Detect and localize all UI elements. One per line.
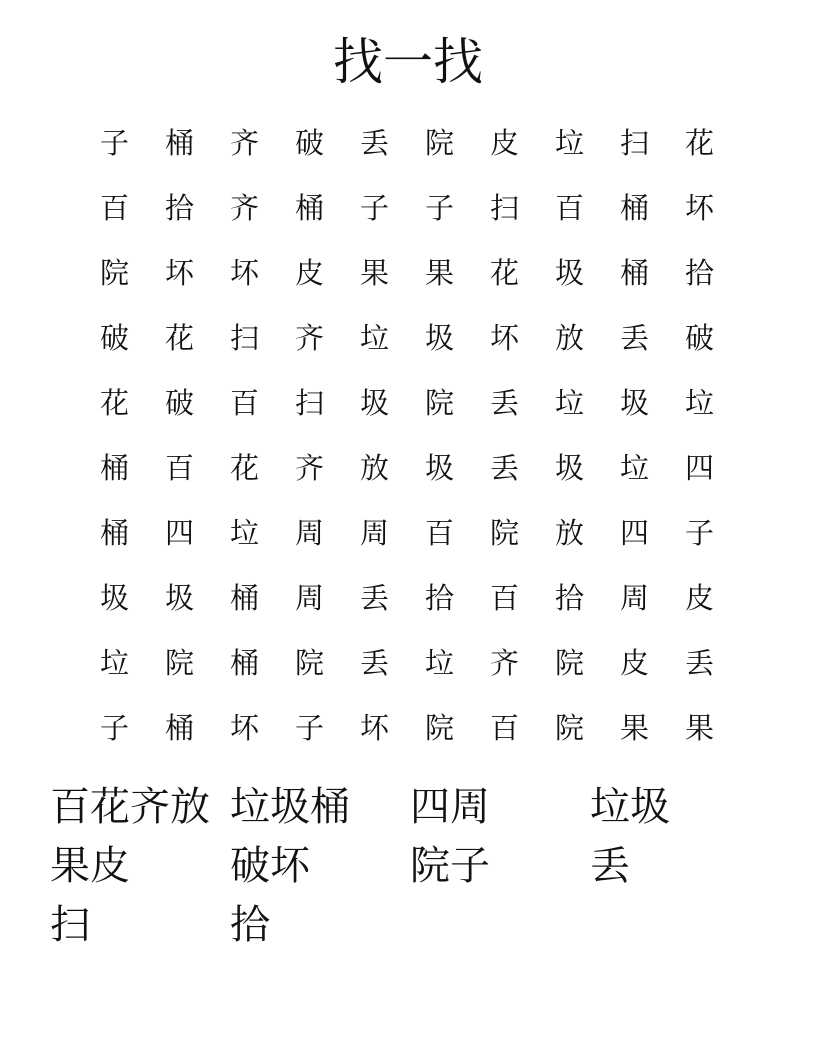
grid-cell: 圾	[619, 386, 649, 420]
grid-cell: 四	[619, 516, 649, 550]
grid-cell: 破	[164, 386, 194, 420]
grid-cell: 坏	[489, 321, 519, 355]
grid-cell: 圾	[554, 451, 584, 485]
grid-cell: 拾	[424, 581, 454, 615]
word-list-item: 院子	[410, 843, 490, 889]
word-search-grid	[82, 111, 732, 761]
word-list-item: 四周	[410, 784, 490, 830]
grid-cell: 院	[424, 126, 454, 160]
grid-cell: 丢	[489, 386, 519, 420]
grid-cell: 齐	[294, 321, 324, 355]
grid-cell: 丢	[359, 646, 389, 680]
word-list-item: 丢	[590, 843, 630, 889]
grid-cell: 桶	[229, 646, 259, 680]
grid-cell: 子	[99, 126, 129, 160]
grid-cell: 子	[99, 711, 129, 745]
grid-cell: 皮	[619, 646, 649, 680]
grid-cell: 破	[684, 321, 714, 355]
grid-cell: 院	[554, 711, 584, 745]
grid-cell: 桶	[294, 191, 324, 225]
grid-cell: 桶	[99, 451, 129, 485]
grid-cell: 子	[294, 711, 324, 745]
grid-cell: 坏	[684, 191, 714, 225]
grid-cell: 院	[554, 646, 584, 680]
grid-cell: 周	[359, 516, 389, 550]
word-list-item: 扫	[50, 902, 90, 948]
word-list-item: 垃圾	[590, 784, 670, 830]
grid-cell: 坏	[229, 711, 259, 745]
grid-cell: 四	[684, 451, 714, 485]
grid-cell: 桶	[99, 516, 129, 550]
grid-cell: 丢	[684, 646, 714, 680]
grid-cell: 周	[619, 581, 649, 615]
grid-cell: 百	[554, 191, 584, 225]
grid-cell: 放	[554, 516, 584, 550]
grid-cell: 百	[489, 581, 519, 615]
grid-cell: 坏	[229, 256, 259, 290]
grid-cell: 圾	[359, 386, 389, 420]
grid-cell: 垃	[229, 516, 259, 550]
grid-cell: 周	[294, 581, 324, 615]
grid-cell: 花	[229, 451, 259, 485]
grid-cell: 坏	[359, 711, 389, 745]
grid-cell: 放	[359, 451, 389, 485]
grid-cell: 圾	[424, 451, 454, 485]
grid-cell: 周	[294, 516, 324, 550]
grid-cell: 院	[294, 646, 324, 680]
grid-cell: 垃	[619, 451, 649, 485]
grid-cell: 扫	[489, 191, 519, 225]
grid-cell: 垃	[554, 126, 584, 160]
grid-cell: 皮	[489, 126, 519, 160]
grid-cell: 桶	[619, 256, 649, 290]
grid-cell: 垃	[424, 646, 454, 680]
word-list-item: 百花齐放	[50, 784, 210, 830]
grid-cell: 院	[164, 646, 194, 680]
word-list-item: 破坏	[230, 843, 310, 889]
grid-cell: 百	[99, 191, 129, 225]
grid-cell: 百	[229, 386, 259, 420]
grid-cell: 桶	[619, 191, 649, 225]
grid-cell: 丢	[359, 126, 389, 160]
grid-cell: 四	[164, 516, 194, 550]
grid-cell: 垃	[684, 386, 714, 420]
grid-cell: 放	[554, 321, 584, 355]
grid-cell: 齐	[229, 191, 259, 225]
grid-cell: 子	[359, 191, 389, 225]
grid-cell: 院	[99, 256, 129, 290]
grid-cell: 果	[424, 256, 454, 290]
grid-cell: 齐	[294, 451, 324, 485]
grid-cell: 桶	[164, 126, 194, 160]
grid-cell: 扫	[294, 386, 324, 420]
grid-cell: 圾	[554, 256, 584, 290]
grid-cell: 院	[489, 516, 519, 550]
grid-cell: 院	[424, 711, 454, 745]
grid-cell: 丢	[489, 451, 519, 485]
grid-cell: 果	[684, 711, 714, 745]
grid-cell: 皮	[294, 256, 324, 290]
grid-cell: 花	[489, 256, 519, 290]
grid-cell: 百	[489, 711, 519, 745]
grid-cell: 扫	[229, 321, 259, 355]
grid-cell: 果	[619, 711, 649, 745]
grid-cell: 果	[359, 256, 389, 290]
word-list-item: 果皮	[50, 843, 130, 889]
grid-cell: 子	[684, 516, 714, 550]
grid-cell: 破	[99, 321, 129, 355]
grid-cell: 拾	[554, 581, 584, 615]
grid-cell: 扫	[619, 126, 649, 160]
grid-cell: 百	[424, 516, 454, 550]
grid-cell: 百	[164, 451, 194, 485]
word-list-item: 拾	[230, 902, 270, 948]
grid-cell: 垃	[359, 321, 389, 355]
grid-cell: 圾	[99, 581, 129, 615]
grid-cell: 子	[424, 191, 454, 225]
grid-cell: 花	[99, 386, 129, 420]
grid-cell: 破	[294, 126, 324, 160]
grid-cell: 拾	[164, 191, 194, 225]
grid-cell: 桶	[229, 581, 259, 615]
word-list	[50, 778, 770, 955]
grid-cell: 皮	[684, 581, 714, 615]
grid-cell: 丢	[619, 321, 649, 355]
grid-cell: 花	[684, 126, 714, 160]
grid-cell: 垃	[554, 386, 584, 420]
word-list-item: 垃圾桶	[230, 784, 350, 830]
grid-cell: 院	[424, 386, 454, 420]
page-title: 找一找	[333, 33, 483, 91]
grid-cell: 丢	[359, 581, 389, 615]
grid-cell: 圾	[164, 581, 194, 615]
grid-cell: 坏	[164, 256, 194, 290]
grid-cell: 齐	[489, 646, 519, 680]
grid-cell: 圾	[424, 321, 454, 355]
grid-cell: 花	[164, 321, 194, 355]
grid-cell: 垃	[99, 646, 129, 680]
grid-cell: 齐	[229, 126, 259, 160]
grid-cell: 桶	[164, 711, 194, 745]
grid-cell: 拾	[684, 256, 714, 290]
